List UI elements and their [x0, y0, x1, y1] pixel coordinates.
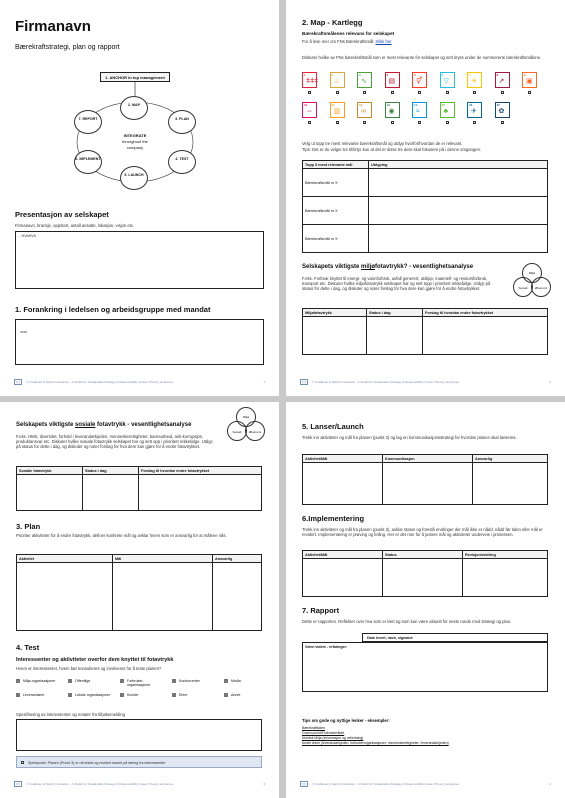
sdg-checkbox[interactable]	[446, 121, 449, 124]
table-header: Forslag til hvordan endre fotavtrykket	[139, 467, 262, 475]
table-row	[303, 169, 548, 197]
spesifisering-field[interactable]	[16, 719, 262, 751]
table-cell-input[interactable]	[423, 317, 548, 355]
rapport-heading: 7. Rapport	[302, 606, 340, 615]
table-header: Kommunikasjon	[383, 455, 473, 463]
table-header: Utdyping	[369, 161, 548, 169]
sdg-goal-tile	[385, 72, 400, 88]
forankring-field[interactable]	[15, 319, 264, 365]
rapport-veien-label: Veien videre - erfaringer:	[305, 645, 348, 649]
sun-icon: ☀	[471, 78, 478, 85]
table-cell-input[interactable]	[369, 197, 548, 225]
table-header-row	[17, 555, 262, 563]
sdg-goal-tile	[467, 102, 482, 118]
bowl-icon: ♨	[333, 78, 340, 85]
anchor-box: 1. ANCHOR in top management	[100, 72, 170, 82]
sdg-goal-number: 10	[304, 103, 308, 107]
table-header: Miljøfotavtrykk	[303, 309, 367, 317]
sdg-goal-number: 4	[386, 73, 389, 77]
stakeholder-checkbox[interactable]	[16, 679, 20, 683]
sdg-goal-number: 16	[469, 103, 473, 107]
stakeholder-label: Kunder	[127, 692, 139, 697]
plan-table	[16, 554, 262, 631]
stakeholder-label: Miljø-organisasjoner	[23, 678, 56, 683]
sdg-link[interactable]: Klikk her	[375, 39, 392, 44]
table-cell-input[interactable]	[463, 559, 548, 597]
sdg-goal-tile	[440, 102, 455, 118]
map-heading: 2. Map - Kartlegg	[302, 18, 363, 27]
sdg-goal-number: 13	[386, 103, 390, 107]
table-header: Aktivitet/Mål	[303, 455, 383, 463]
sdg-checkbox[interactable]	[363, 91, 366, 94]
page-4	[286, 402, 565, 798]
sdg-goal-number: 2	[331, 73, 334, 77]
tips-link[interactable]	[302, 741, 449, 745]
table-row	[303, 225, 548, 253]
footer	[14, 379, 265, 386]
table-header-row	[303, 309, 548, 317]
tips-link[interactable]	[302, 726, 325, 730]
sdg-goal-number: 1	[304, 73, 306, 77]
table-cell: Bærekraftsmål nr X	[303, 197, 369, 225]
tips-link-text: Bærekraftsiden	[302, 726, 325, 730]
sdg-goal-tile	[330, 72, 345, 88]
table-header: Ansvarlig	[473, 455, 548, 463]
stakeholder-label: Offentlige	[75, 678, 91, 683]
table-cell-input[interactable]	[113, 563, 213, 631]
interessenter-hint: Hvem er interessenter, hvem bør konsulteres og involveres for å teste planen?	[16, 666, 162, 671]
table-cell-input[interactable]	[383, 463, 473, 505]
sosial-heading	[16, 422, 191, 429]
sdg-goal-tile	[495, 102, 510, 118]
tips-link[interactable]	[302, 731, 344, 735]
table-header: Sosiale fotavtrykk	[17, 467, 83, 475]
sdg-goal-tile	[412, 102, 427, 118]
sdg-goal-number: 17	[496, 103, 500, 107]
subtitle: Bærekraftstrategi, plan og rapport	[15, 44, 120, 51]
step-plan: 3. PLAN	[168, 110, 196, 134]
sdg-goal-number: 11	[331, 103, 335, 107]
gender-icon: ⚥	[416, 78, 423, 85]
table-header: Status i dag	[83, 467, 139, 475]
venn-sosialt: Sosialt	[513, 277, 533, 297]
sdg-goal-tile	[302, 102, 317, 118]
table-row	[303, 559, 548, 597]
sdg-checkbox[interactable]	[501, 91, 504, 94]
sdg-checkbox[interactable]	[308, 121, 311, 124]
lanser-desc: Trekk inn aktiviteter og mål fra planen (punkt 3) og lag en kommunikasjonsstrategi for hvordan planen skal lanseres.	[302, 435, 517, 440]
plan-desc: Prioriter aktiviteter for å endre fotavtrykk, definer konkrete mål og avklar hvem som er ansvarlig for at målene nås.	[16, 533, 227, 538]
presentasjon-value: …HVAHVA	[18, 234, 36, 238]
stakeholder-label: Leverandører	[23, 692, 45, 697]
table-row	[303, 317, 548, 355]
table-cell-input[interactable]	[303, 317, 367, 355]
rapport-desc: Dette er rapporten. Reflekter over hva som er lært og som kan være aktuelt for neste runde med strategi og plan.	[302, 619, 512, 624]
table-cell-input[interactable]	[367, 317, 423, 355]
footer	[14, 781, 265, 788]
sdg-goal-number: 15	[441, 103, 445, 107]
table-cell-input[interactable]	[139, 475, 262, 511]
table-cell-input[interactable]	[83, 475, 139, 511]
table-cell-input[interactable]	[17, 475, 83, 511]
stakeholder-checkbox[interactable]	[224, 693, 228, 697]
page-1	[0, 0, 279, 396]
sdg-checkbox[interactable]	[336, 91, 339, 94]
sdg-goal-tile	[522, 72, 537, 88]
sjekkpunkt-bar	[16, 756, 262, 768]
equal-icon: ⇔	[306, 108, 313, 115]
rapport-dato-label: Dato levert, navn, signatur:	[367, 636, 414, 640]
sdg-goal-tile	[412, 72, 427, 88]
footer-logo-icon: [rr]	[14, 781, 22, 787]
table-cell-input[interactable]	[369, 225, 548, 253]
tips-link-text: Andre linker (leverandørkjeden, forbrukerorganisasjoner, menneskerettigheter i leverandørkjeden)	[302, 741, 449, 745]
miljo-heading-prefix: Selskapets viktigste	[302, 264, 362, 270]
flower-icon: ✿	[498, 108, 505, 115]
stakeholder-checkbox[interactable]	[16, 693, 20, 697]
stakeholder-checkbox[interactable]	[68, 693, 72, 697]
page-number: 2	[549, 380, 551, 384]
table-cell-input[interactable]	[473, 463, 548, 505]
center-line-1: INTEGRATE	[123, 133, 147, 138]
sosial-heading-prefix: Selskapets viktigste	[16, 422, 76, 428]
sdg-checkbox[interactable]	[418, 91, 421, 94]
footer-logo-icon: [rr]	[14, 379, 22, 385]
sdg-goal-tile	[495, 72, 510, 88]
company-title: Firmanavn	[15, 18, 91, 35]
stakeholder-label: Media	[231, 678, 241, 683]
stakeholder-checkbox[interactable]	[172, 679, 176, 683]
sdg-checkbox[interactable]	[336, 121, 339, 124]
table-cell-input[interactable]	[303, 559, 383, 597]
table-cell-input[interactable]	[213, 563, 262, 631]
table-header: Topp 3 mest relevante mål	[303, 161, 369, 169]
page-number: 1	[263, 380, 265, 384]
venn-okonomi: Økonomi	[531, 277, 551, 297]
presentasjon-heading: Presentasjon av selskapet	[15, 210, 109, 219]
city-icon: ▥	[333, 108, 341, 115]
people-icon: ǂǂǂ	[306, 78, 319, 85]
top3-table	[302, 160, 548, 253]
table-cell: Bærekraftsmål nr X	[303, 225, 369, 253]
footer	[300, 781, 551, 788]
center-line-3: company	[126, 145, 144, 150]
miljo-heading-underlined: miljø	[361, 264, 376, 270]
footer-text: © Cradlenet & Nordic Innovation - A Toolkit for Sustainable Strategy & Responsibility (Green Theory) as license	[312, 380, 460, 384]
table-cell-input[interactable]	[303, 463, 383, 505]
lanser-heading: 5. Lanser/Launch	[302, 422, 364, 431]
page-number: 3	[263, 782, 265, 786]
table-header-row	[303, 455, 548, 463]
sdg-goal-number: 9	[524, 73, 526, 77]
step-report: 7. REPORT	[74, 110, 102, 134]
sdg-goal-tile	[440, 72, 455, 88]
table-header: Mål	[113, 555, 213, 563]
table-header: Forslag til hvordan endre fotavtrykket	[423, 309, 548, 317]
plan-heading: 3. Plan	[16, 522, 41, 531]
tree-icon: ♣	[443, 108, 449, 115]
venn-okonomi: Økonomi	[245, 421, 265, 441]
sdg-checkbox[interactable]	[363, 121, 366, 124]
sdg-goal-number: 7	[469, 73, 471, 77]
sdg-tip-1: Velg ut topp tre mest relevante bærekraftsmål og utdyp hvorfor/hvordan de er relevant.	[302, 141, 463, 146]
sdg-goal-number: 14	[414, 103, 418, 107]
venn-sosialt: Sosialt	[227, 421, 247, 441]
sdg-tip-2: Tips: Det er du velger tre til/tirtyr kun at det er disse tre dere skal fokusere på i denne omgangen.	[302, 147, 482, 152]
forankring-heading: 1. Forankring i ledelsen og arbeidsgruppe med mandat	[15, 305, 211, 314]
impl-heading: 6.Implementering	[302, 514, 365, 523]
step-map: 2. MAP	[120, 96, 148, 120]
interessenter-heading: Interessenter og aktiviteter overfor dem knyttet til fotavtrykk	[16, 657, 174, 663]
sdg-link-prefix: For å lese mer om FNs Bærekraftsmål:	[302, 39, 375, 44]
sdg-goal-number: 8	[496, 73, 499, 77]
sdg-checkbox[interactable]	[446, 91, 449, 94]
water-icon: ▽	[443, 78, 449, 85]
sdg-goal-tile	[467, 72, 482, 88]
sdg-goal-tile	[330, 102, 345, 118]
miljo-table	[302, 308, 548, 355]
tips-link-text: Grønn punkt/Forbrukerrådet	[302, 731, 345, 735]
stakeholder-label: Annet	[231, 692, 241, 697]
table-row	[17, 475, 262, 511]
sdg-checkbox[interactable]	[308, 91, 311, 94]
sdg-goal-tile	[385, 102, 400, 118]
sdg-goal-tile	[357, 102, 372, 118]
infinity-icon: ∞	[361, 108, 366, 115]
footer-text: © Cradlenet & Nordic Innovation - A Toolkit for Sustainable Strategy & Responsibility (Green Theory) as license	[26, 380, 174, 384]
tips-link[interactable]	[302, 736, 363, 740]
heartbeat-icon: ∿	[361, 78, 367, 85]
stakeholder-checkbox[interactable]	[68, 679, 72, 683]
fish-icon: ≈	[416, 108, 420, 115]
stakeholder-label: Lokale organisasjoner	[75, 692, 111, 697]
center-line-2: throughout the	[122, 139, 148, 144]
table-header: Status	[383, 551, 463, 559]
footer-text: © Cradlenet & Nordic Innovation - A Toolkit for Sustainable Strategy & Responsibility (Green Theory) as license	[312, 782, 460, 786]
stakeholder-label: Forbruker-organisasjoner	[127, 678, 151, 687]
table-row	[17, 563, 262, 631]
step-launch: 5. LAUNCH	[120, 166, 148, 190]
sdg-goal-tile	[357, 72, 372, 88]
sdg-goal-number: 5	[414, 73, 416, 77]
step-implement: 6. IMPLEMENT	[74, 150, 102, 174]
stakeholder-label: Eiere	[179, 692, 188, 697]
page-3	[0, 402, 279, 798]
miljo-desc: F.eks. Forbruk knyttet til energi- og vannforbruk, avfall generert, utslipp, materiell- og ressursforbruk, transport etc. Diskuter hvilke miljøfotavtrykk selskapet har og sett topp i prioritert rekkefølge. Utdyp på status for dette i dag, og diskuter og noter forslag for hva dere kan gjøre for å endre fotavtrykket.	[302, 276, 491, 292]
book-icon: ▤	[388, 78, 396, 85]
sdg-desc: Diskuter hvilke av FNs bærekraftsmål som er mest relevante for selskapet og sett kryss under de nummererte bærekraftsmålene.	[302, 55, 542, 60]
table-header-row	[303, 551, 548, 559]
sdg-goal-number: 3	[359, 73, 361, 77]
sdg-goal-number: 6	[441, 73, 444, 77]
sjekkpunkt-text: Sjekkpunkt: Planen (Punkt 3) er nå testet og revidert basert på læring fra interessenter	[28, 760, 166, 765]
spesifisering-label: Spesifisering av interessenter og notater fra tilbakemelding	[16, 712, 125, 717]
forankring-value: xxxx	[20, 330, 28, 334]
impl-table	[302, 550, 548, 597]
sdg-goal-number: 12	[359, 103, 363, 107]
table-cell-input[interactable]	[369, 169, 548, 197]
table-row	[303, 197, 548, 225]
table-row	[303, 463, 548, 505]
lanser-table	[302, 454, 548, 505]
presentasjon-field[interactable]	[15, 231, 264, 289]
step-test: 4. TEST	[168, 150, 196, 174]
table-header: Status i dag	[367, 309, 423, 317]
footer-text: © Cradlenet & Nordic Innovation - A Toolkit for Sustainable Strategy & Responsibility (Green Theory) as license	[26, 782, 174, 786]
footer	[300, 379, 551, 386]
stakeholder-checkbox[interactable]	[120, 679, 124, 683]
sosial-desc: F.eks. HMS, diversitet, forhold i leverandørkjeden, menneskerettigheter, barnearbeid, anti-korrupsjon, produktansvar etc. Diskuter hvilke sosiale fotavtrykk selskapet har og sett opp i prioritert rekkefølge. Utdyp på status for dette i dag, og diskuter og noter forslag for hva dere kan gjøre for å endre fotavtrykket.	[16, 434, 213, 450]
page-2	[286, 0, 565, 396]
growth-icon: ↗	[498, 78, 505, 85]
sdg-goal-tile	[302, 72, 317, 88]
footer-logo-icon: [rr]	[300, 379, 308, 385]
test-heading: 4. Test	[16, 643, 40, 652]
stakeholder-checkbox[interactable]	[224, 679, 228, 683]
impl-desc: Trekk inn aktiviteter og mål fra planen (punkt 3), avklar status og foreslå endringer der mål ikke er nådd, nådd før tiden eller mål er revidert. Implementering er prøving og feiling. Her er det rom for å justere mål og aktiviteter underveis i prosessen.	[302, 527, 543, 538]
sdg-checkbox[interactable]	[418, 121, 421, 124]
rapport-veien-field[interactable]	[302, 642, 548, 692]
table-header-row	[17, 467, 262, 475]
sdg-checkbox[interactable]	[391, 91, 394, 94]
sdg-relevance-sub: Bærekraftsmålenes relevans for selskapet	[302, 31, 395, 36]
sdg-link-line	[302, 39, 392, 44]
table-header-row	[303, 161, 548, 169]
footer-logo-icon: [rr]	[300, 781, 308, 787]
stakeholder-label: Konkurrenter	[179, 678, 200, 683]
stakeholder-checkbox[interactable]	[120, 693, 124, 697]
rapport-dato-field[interactable]	[362, 633, 548, 642]
sosial-heading-suffix: fotavtrykk - vesentlighetsanalyse	[95, 422, 192, 428]
dove-icon: ✈	[471, 108, 477, 115]
sdg-checkbox[interactable]	[528, 91, 531, 94]
eye-icon: ◉	[388, 108, 395, 115]
page-number: 4	[549, 782, 551, 786]
sdg-checkbox[interactable]	[473, 121, 476, 124]
table-header: Revisjon/endring	[463, 551, 548, 559]
cubes-icon: ▣	[526, 78, 533, 85]
sdg-checkbox[interactable]	[501, 121, 504, 124]
sjekkpunkt-checkbox[interactable]	[21, 761, 24, 764]
presentasjon-hint: Firmanavn, bransje, oppstart, antall ansatte, lokasjon, visjon etc.	[15, 223, 135, 228]
table-header: Aktivitet	[17, 555, 113, 563]
table-header: Aktivitet/Mål	[303, 551, 383, 559]
venn-miljo: Miljø	[236, 407, 256, 427]
stakeholder-checkbox[interactable]	[172, 693, 176, 697]
table-cell: Bærekraftsmål nr X	[303, 169, 369, 197]
sdg-checkbox[interactable]	[391, 121, 394, 124]
miljo-heading	[302, 264, 473, 271]
table-cell-input[interactable]	[383, 559, 463, 597]
tips-link-text: Nordisk Miljø (informasjon og veiledning)	[302, 736, 364, 740]
table-cell-input[interactable]	[17, 563, 113, 631]
tips-heading: Tips om gode og nyttige lenker - eksempler:	[302, 718, 390, 723]
venn-miljo: Miljø	[522, 263, 542, 283]
table-header: Ansvarlig	[213, 555, 262, 563]
miljo-heading-suffix: fotavtrykk? - vesentlighetsanalyse	[375, 264, 474, 270]
sosial-heading-underlined: sosiale	[75, 422, 96, 428]
sosial-table	[16, 466, 262, 511]
sdg-checkbox[interactable]	[473, 91, 476, 94]
